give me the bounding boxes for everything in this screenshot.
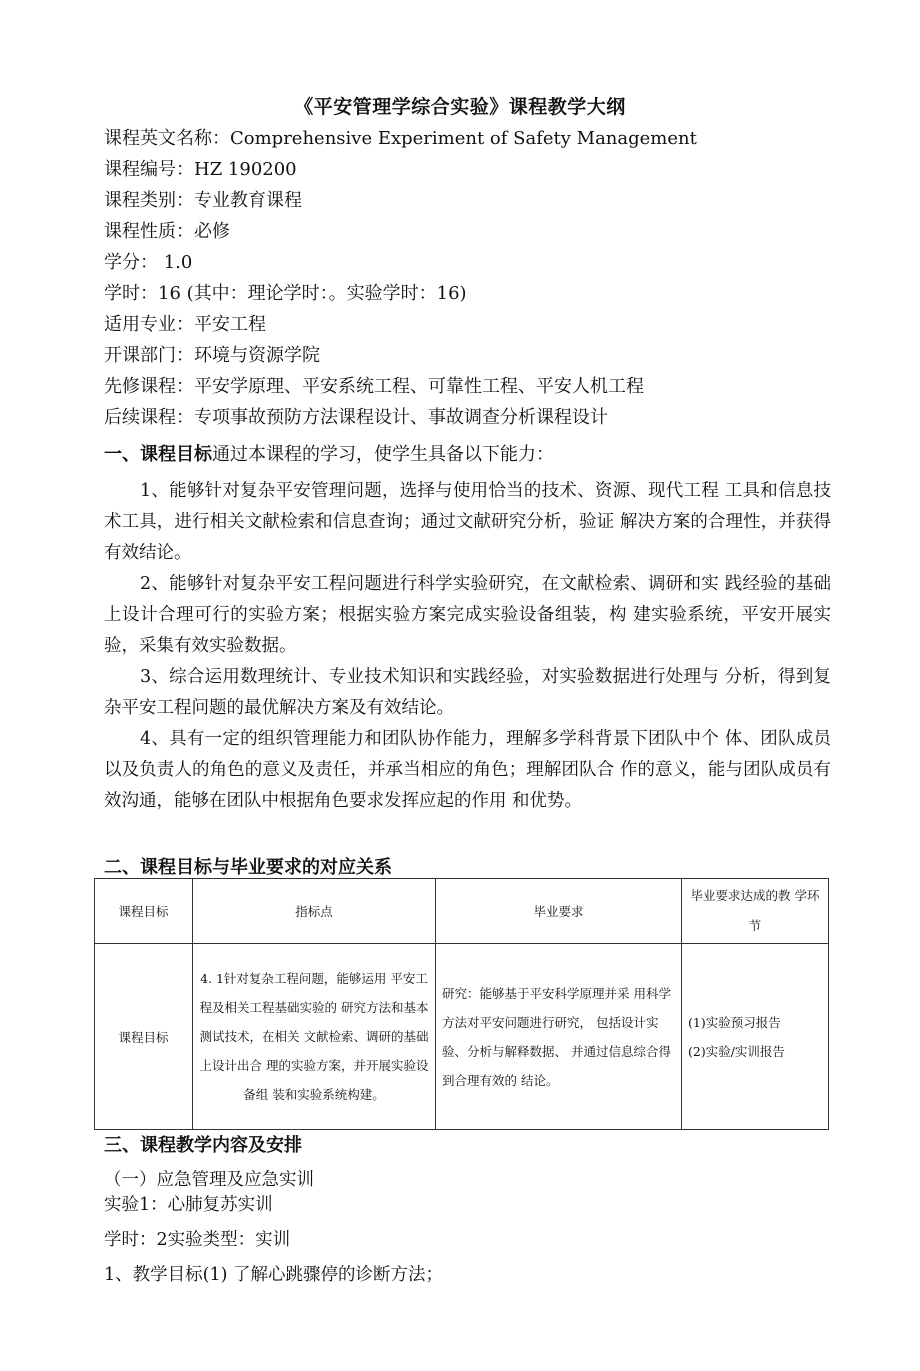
- table-header-teaching-step: 毕业要求达成的教 学环节: [682, 879, 829, 944]
- info-credits: 学分： 1.0: [104, 252, 193, 273]
- section-1-intro: 通过本课程的学习，使学生具备以下能力：: [212, 444, 554, 465]
- section-3-heading: 三、课程教学内容及安排: [104, 1135, 302, 1156]
- section-2-heading: 二、课程目标与毕业要求的对应关系: [104, 857, 392, 878]
- info-followup: 后续课程：专项事故预防方法课程设计、事故调查分析课程设计: [104, 407, 608, 428]
- teaching-step-1: (1)实验预习报告: [688, 1014, 781, 1030]
- table-header-indicator: 指标点: [193, 879, 436, 944]
- section-1-title: 一、课程目标: [104, 444, 212, 465]
- section-3-subheading: （一）应急管理及应急实训: [104, 1170, 314, 1190]
- table-header-goal: 课程目标: [95, 879, 193, 944]
- info-course-nature: 课程性质：必修: [104, 221, 230, 242]
- goal-item-4: 4、具有一定的组织管理能力和团队协作能力，理解多学科背景下团队中个 体、团队成员以及负责人的角色的意义及责任，并承当相应的角色；理解团队合 作的意义，能与团队成员有效沟通，能够在团队中根据角色要求发挥应起的作用 和优势。: [104, 729, 831, 811]
- goal-item-2: 2、能够针对复杂平安工程问题进行科学实验研究，在文献检索、调研和实 践经验的基础上设计合理可行的实验方案；根据实验方案完成实验设备组装，构 建实验系统，平安开展实验，采集有效实验数据。: [104, 574, 831, 656]
- document-title: 《平安管理学综合实验》课程教学大纲: [294, 96, 626, 118]
- table-cell-goal: 课程目标: [95, 944, 193, 1130]
- table-cell-indicator: 4. 1针对复杂工程问题，能够运用 平安工程及相关工程基础实验的 研究方法和基本测试技术，在相关 文献检索、调研的基础上设计出合 理的实验方案，并开展实验设备组 装和实验系统构建。: [193, 944, 436, 1130]
- table-header-row: [95, 879, 829, 944]
- goal-requirement-table: [94, 878, 829, 1130]
- info-prerequisites: 先修课程：平安学原理、平安系统工程、可靠性工程、平安人机工程: [104, 376, 644, 397]
- table-row: [95, 944, 829, 1130]
- info-major: 适用专业：平安工程: [104, 314, 266, 335]
- experiment-1-title: 实验1：心肺复苏实训: [104, 1195, 273, 1215]
- table-cell-requirement: 研究：能够基于平安科学原理并采 用科学方法对平安问题进行研究， 包括设计实验、分析与解释数据、 并通过信息综合得到合理有效的 结论。: [436, 944, 682, 1130]
- info-english-name: 课程英文名称：Comprehensive Experiment of Safety Management: [104, 128, 697, 149]
- info-department: 开课部门：环境与资源学院: [104, 345, 320, 366]
- table-cell-teaching-step: [682, 944, 829, 1130]
- table-header-requirement: 毕业要求: [436, 879, 682, 944]
- section-1-heading: [104, 440, 554, 466]
- info-hours: 学时：16 (其中：理论学时：。实验学时：16): [104, 283, 467, 304]
- teaching-step-2: (2)实验/实训报告: [688, 1043, 785, 1059]
- goal-item-1: 1、能够针对复杂平安管理问题，选择与使用恰当的技术、资源、现代工程 工具和信息技术工具，进行相关文献检索和信息查询；通过文献研究分析，验证 解决方案的合理性，并获得有效结论。: [104, 481, 831, 563]
- experiment-1-hours: 学时：2实验类型：实训: [104, 1230, 291, 1250]
- experiment-1-goal: 1、教学目标(1) 了解心跳骤停的诊断方法；: [104, 1265, 443, 1285]
- goal-item-3: 3、综合运用数理统计、专业技术知识和实践经验，对实验数据进行处理与 分析，得到复杂平安工程问题的最优解决方案及有效结论。: [104, 667, 831, 718]
- info-course-category: 课程类别：专业教育课程: [104, 190, 302, 211]
- info-course-code: 课程编号：HZ 190200: [104, 159, 297, 180]
